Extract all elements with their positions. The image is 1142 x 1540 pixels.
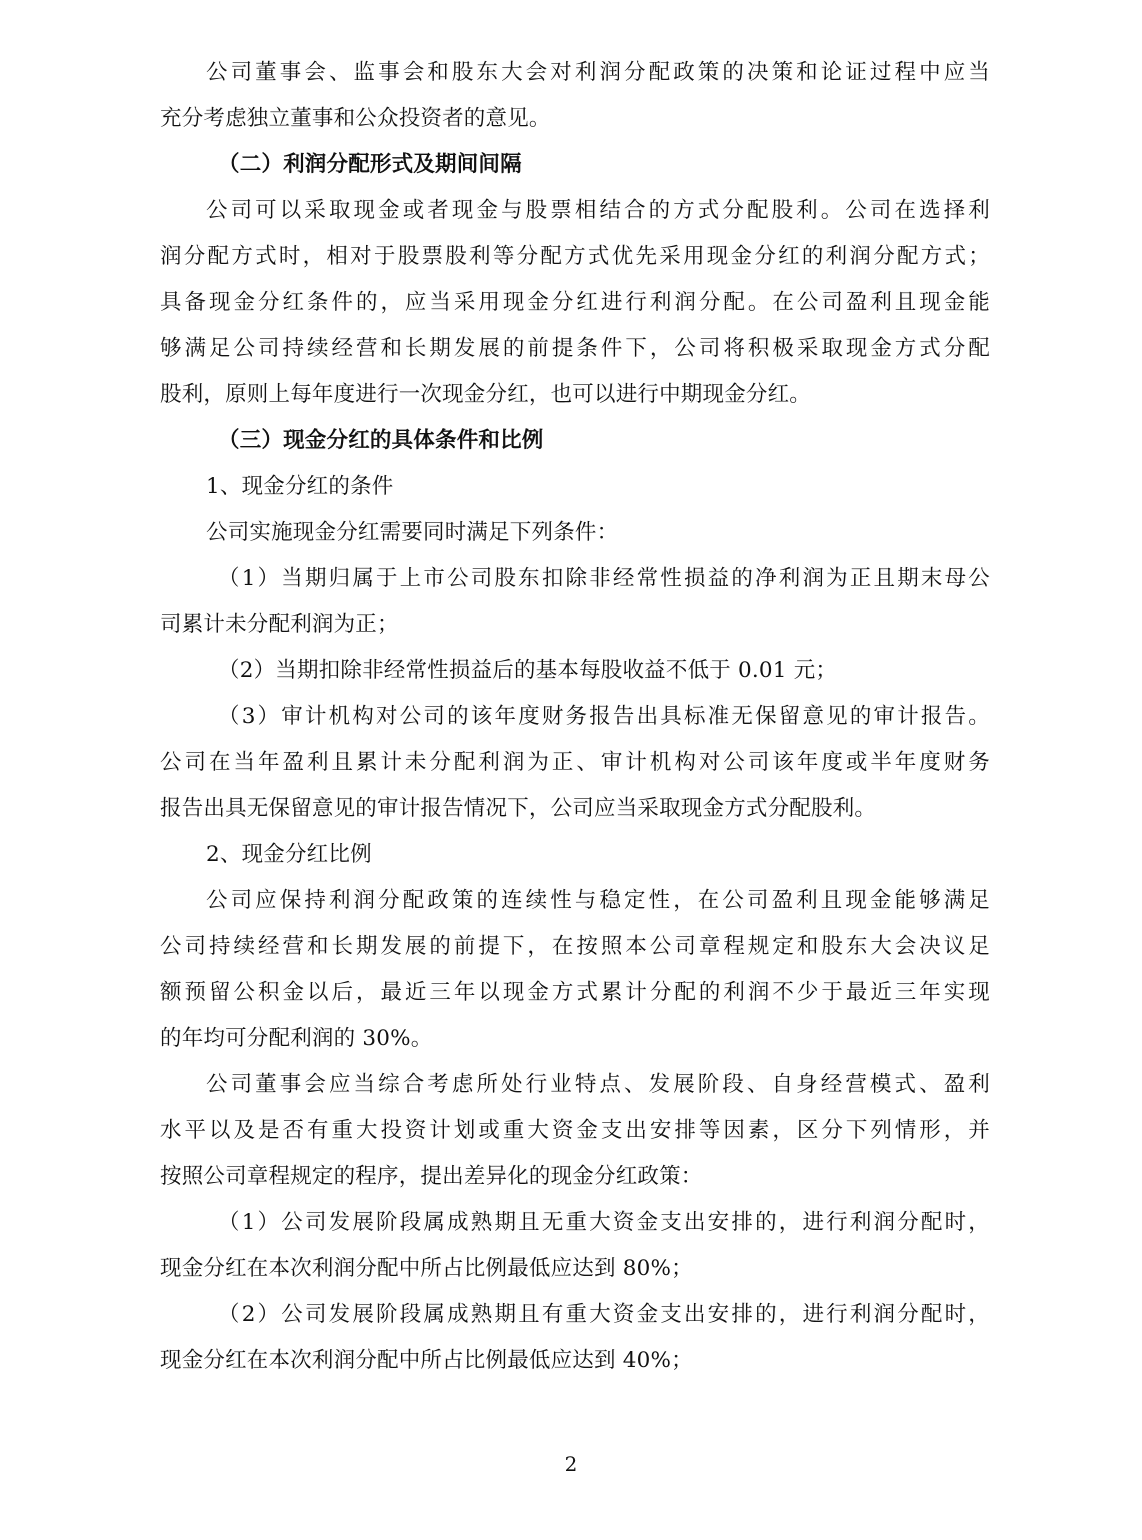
paragraph-line: 润分配方式时，相对于股票股利等分配方式优先采用现金分红的利润分配方式；: [160, 244, 990, 269]
paragraph-line: 够满足公司持续经营和长期发展的前提条件下，公司将积极采取现金方式分配: [160, 336, 990, 361]
paragraph-line: 充分考虑独立董事和公众投资者的意见。: [160, 106, 551, 131]
subheading: 1、现金分红的条件: [206, 474, 394, 499]
list-item-line: 现金分红在本次利润分配中所占比例最低应达到 80%；: [160, 1256, 693, 1281]
paragraph-line: 的年均可分配利润的 30%。: [160, 1026, 433, 1051]
paragraph-line: 公司可以采取现金或者现金与股票相结合的方式分配股利。公司在选择利: [206, 198, 990, 223]
document-body: [160, 50, 990, 1384]
paragraph-line: 公司在当年盈利且累计未分配利润为正、审计机构对公司该年度或半年度财务: [160, 750, 990, 775]
list-item-line: 现金分红在本次利润分配中所占比例最低应达到 40%；: [160, 1348, 693, 1373]
list-item-line: （3）审计机构对公司的该年度财务报告出具标准无保留意见的审计报告。: [218, 704, 990, 729]
paragraph-line: 额预留公积金以后，最近三年以现金方式累计分配的利润不少于最近三年实现: [160, 980, 990, 1005]
paragraph-line: 公司应保持利润分配政策的连续性与稳定性，在公司盈利且现金能够满足: [206, 888, 990, 913]
section-heading: （二）利润分配形式及期间间隔: [218, 152, 522, 177]
list-item-line: （2）公司发展阶段属成熟期且有重大资金支出安排的，进行利润分配时，: [218, 1302, 990, 1327]
list-item-line: （1）当期归属于上市公司股东扣除非经常性损益的净利润为正且期末母公: [218, 566, 990, 591]
paragraph-line: 按照公司章程规定的程序，提出差异化的现金分红政策：: [160, 1164, 703, 1189]
paragraph-line: 公司持续经营和长期发展的前提下，在按照本公司章程规定和股东大会决议足: [160, 934, 990, 959]
page-number: 2: [564, 1452, 578, 1476]
subheading: 2、现金分红比例: [206, 842, 372, 867]
list-item-line: （2）当期扣除非经常性损益后的基本每股收益不低于 0.01 元；: [218, 658, 838, 683]
paragraph-line: 公司董事会、监事会和股东大会对利润分配政策的决策和论证过程中应当: [206, 60, 990, 85]
paragraph-line: 报告出具无保留意见的审计报告情况下，公司应当采取现金方式分配股利。: [160, 796, 877, 821]
section-heading: （三）现金分红的具体条件和比例: [218, 428, 544, 453]
list-item-line: 司累计未分配利润为正；: [160, 612, 399, 637]
paragraph-line: 水平以及是否有重大投资计划或重大资金支出安排等因素，区分下列情形，并: [160, 1118, 990, 1143]
paragraph-line: 股利，原则上每年度进行一次现金分红，也可以进行中期现金分红。: [160, 382, 812, 407]
paragraph-line: 公司董事会应当综合考虑所处行业特点、发展阶段、自身经营模式、盈利: [206, 1072, 990, 1097]
paragraph-line: 具备现金分红条件的，应当采用现金分红进行利润分配。在公司盈利且现金能: [160, 290, 990, 315]
paragraph-line: 公司实施现金分红需要同时满足下列条件：: [206, 520, 619, 545]
list-item-line: （1）公司发展阶段属成熟期且无重大资金支出安排的，进行利润分配时，: [218, 1210, 990, 1235]
